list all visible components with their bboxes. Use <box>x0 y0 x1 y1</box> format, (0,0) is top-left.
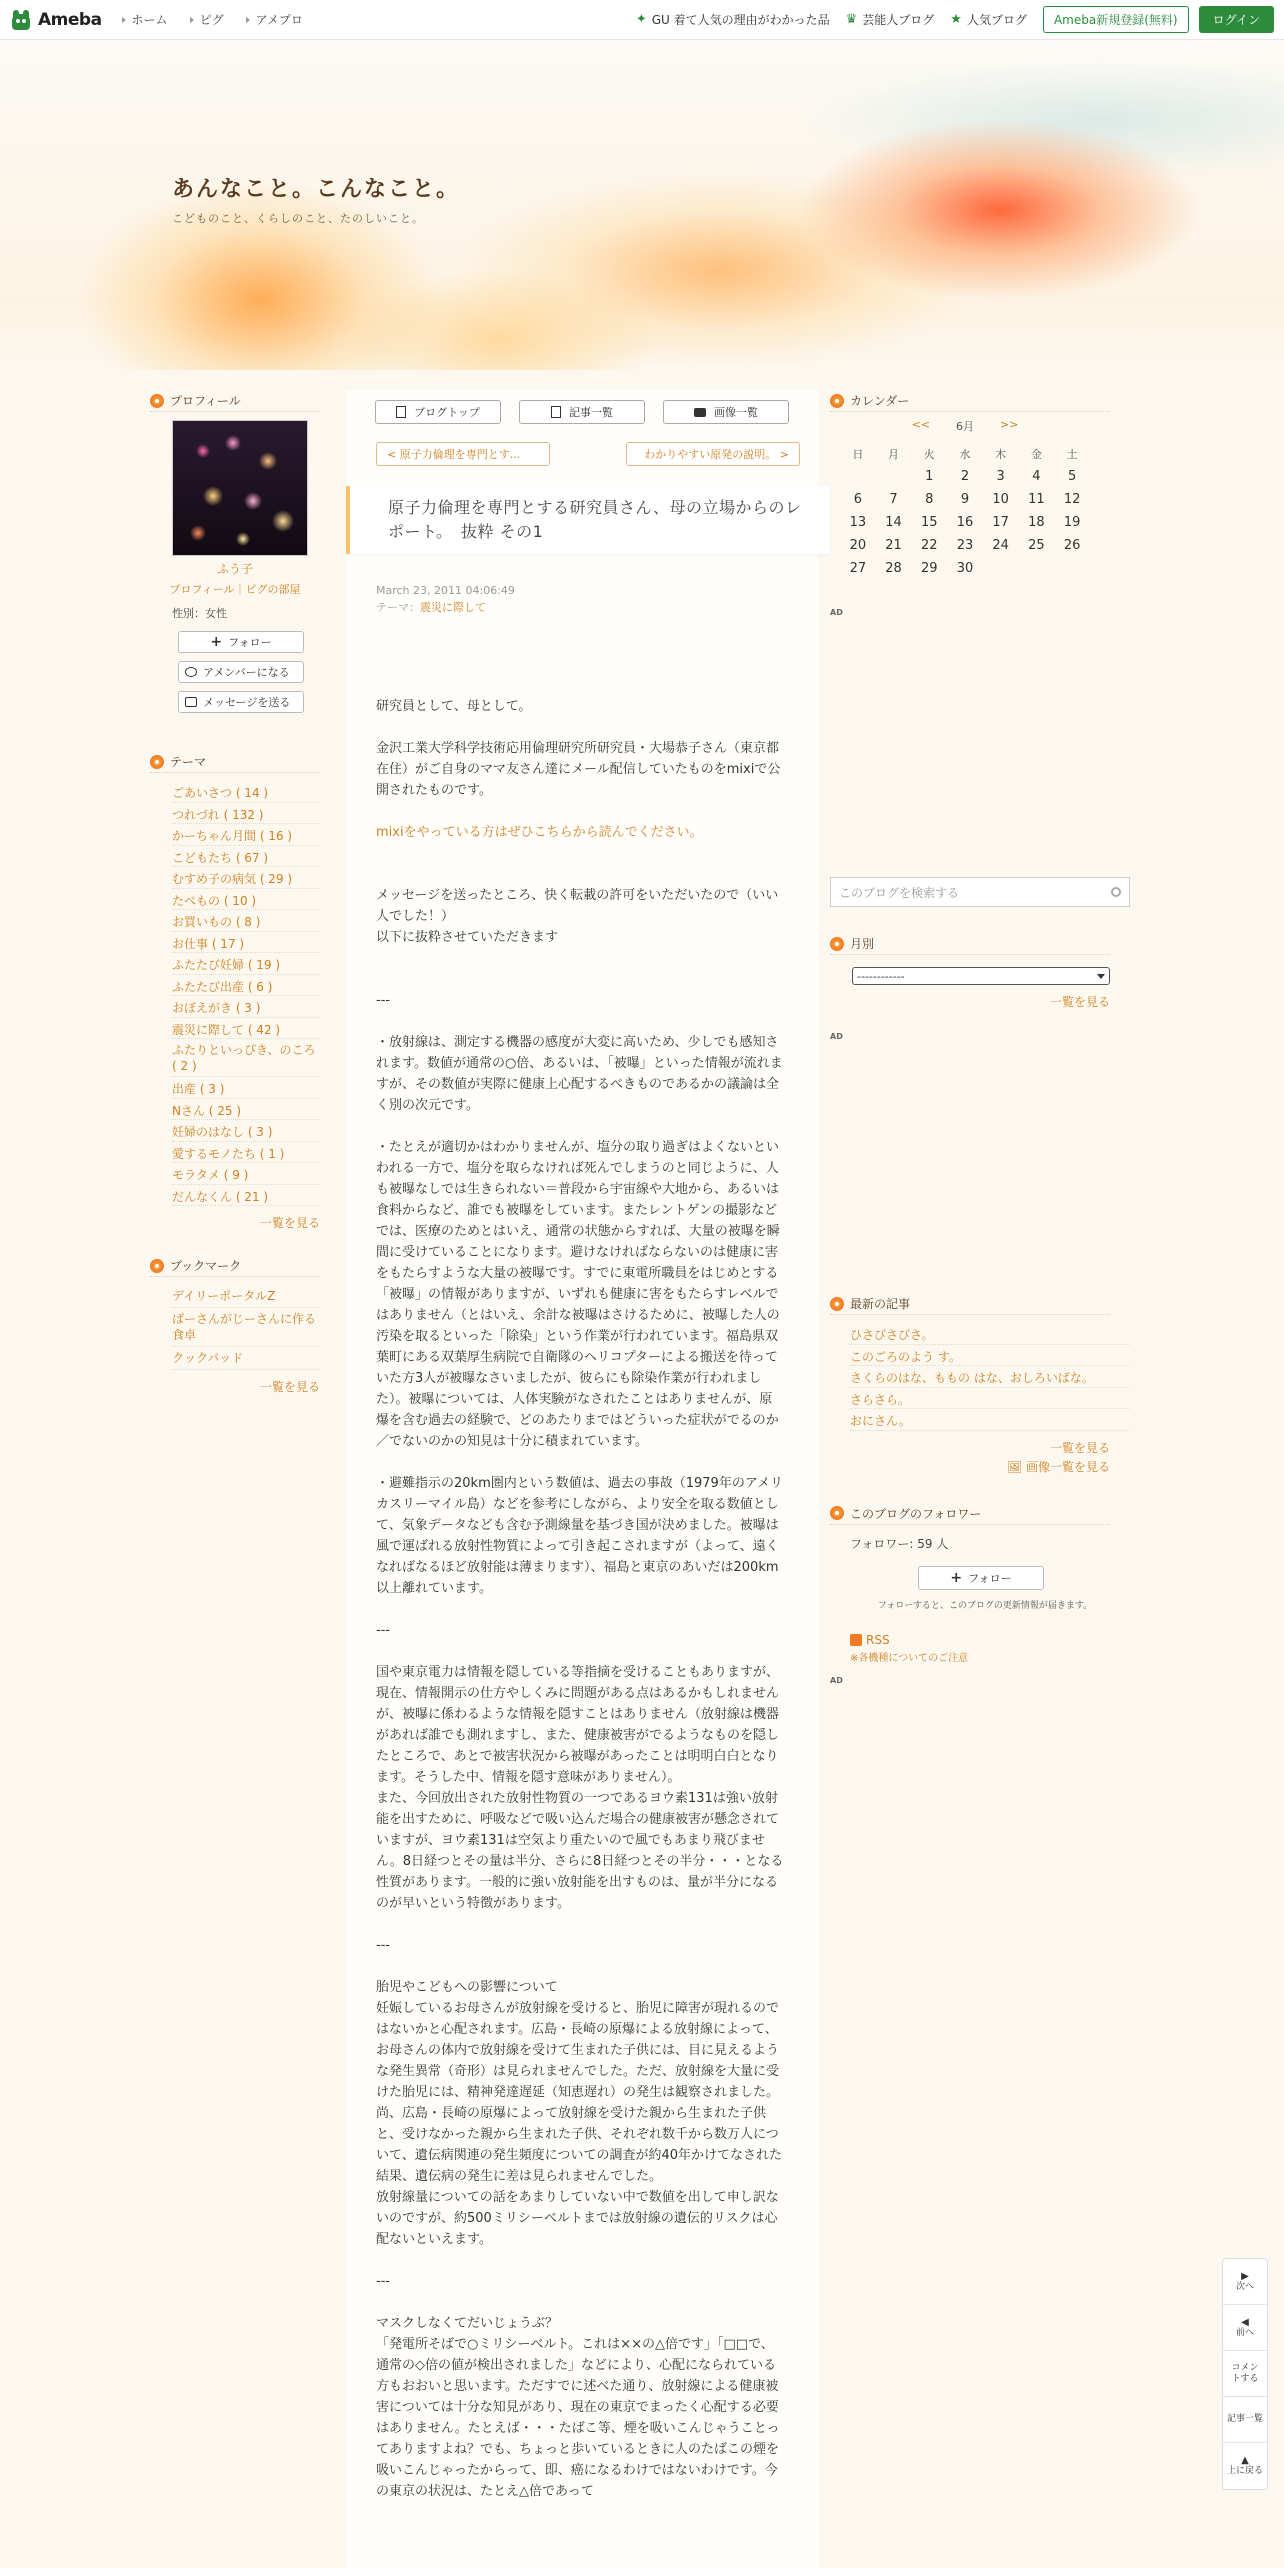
plus-icon: + <box>950 1569 963 1586</box>
recent-item[interactable]: さらさら。 <box>850 1388 1130 1410</box>
calendar-day: 5 <box>1067 469 1077 484</box>
calendar-day: 29 <box>920 561 938 576</box>
calendar-heading-label: カレンダー <box>850 394 910 408</box>
arrow-right-icon <box>246 17 250 23</box>
theme-list <box>172 781 320 1206</box>
rss-link[interactable] <box>850 1633 1130 1647</box>
calendar-day <box>1054 557 1090 580</box>
calendar-day: 8 <box>925 492 934 507</box>
nav-pigg[interactable] <box>190 11 224 28</box>
blog-description: こどものこと、くらしのこと、たのしいこと。 <box>172 212 424 225</box>
calendar-day: 20 <box>849 538 867 553</box>
bookmark-item[interactable]: クックパッド <box>172 1347 320 1370</box>
profile-gender: 性別：女性 <box>172 607 227 620</box>
nav-home[interactable] <box>122 11 168 28</box>
flower-icon <box>150 755 164 769</box>
calendar-day: 11 <box>1028 492 1045 507</box>
follow-note: フォローすると、このブログの更新情報が届きます。 <box>877 1600 1093 1611</box>
entry-separator: --- <box>376 993 391 1008</box>
calendar-day: 14 <box>885 515 902 530</box>
link-popular-blogs[interactable] <box>950 11 1027 28</box>
recent-heading <box>830 1293 1110 1315</box>
entry-paragraph: ・たとえが適切かはわかりませんが、塩分の取り過ぎはよくないといわれる一方で、塩分を取らなければ死んでしまうのと同じように、人も被曝なしでは生きられない＝普段から宇宙線や大地から、あるいは食料からなど、誰でも被曝をしています。またレントゲンの撮影などでは、医療のためとはいえ、通常の状態からすれば、大量の被曝を瞬間に受けていることになります。避けなければならないのは健康に害をもたらすような大量の被曝です。すでに東電所職員をはじめとする「被曝」の情報がありますが、いずれも健康に害をもたらすレベルではありません（とはいえ、余計な被曝はさけるために、被曝した人の汚染を取るといった「除染」という作業が行われています。福島県双葉町にある双葉厚生病院で自衛隊のヘリコプターによる搬送を待っていた方3人が被曝なさいましたが、彼らにも除染作業が行われました）。被曝については、人体実験がなされたことはありませんが、原爆を含む過去の経験で、どのあたりまではどういった症状がでるのか／でないのかの知見は十分に積まれています。 <box>376 1140 780 1449</box>
calendar-day: 1 <box>925 469 934 484</box>
follow-button[interactable] <box>178 631 304 653</box>
left-sidebar <box>150 390 320 1395</box>
link-gu[interactable] <box>636 11 830 28</box>
calendar-grid <box>840 442 1090 580</box>
triangle-left-icon: ◀ <box>1241 2316 1249 2328</box>
float-list-button[interactable] <box>1223 2397 1267 2443</box>
calendar-day: 23 <box>956 538 974 553</box>
crown-icon: ♛ <box>845 12 858 27</box>
envelope-icon <box>185 697 197 707</box>
search-icon[interactable] <box>1111 887 1121 897</box>
message-button[interactable] <box>178 691 304 713</box>
camera-icon <box>694 408 706 417</box>
followers-heading-label: このブログのフォロワー <box>850 1506 982 1521</box>
profile-heading-label: プロフィール <box>170 394 241 408</box>
recent-item[interactable]: このごろのよう す。 <box>850 1345 1130 1367</box>
theme-heading-label: テーマ <box>170 755 207 769</box>
flower-icon <box>830 1506 844 1520</box>
entry-pager <box>376 442 800 466</box>
bookmark-item[interactable]: ばーさんがじーさんに作る食卓 <box>172 1308 320 1347</box>
followers-heading <box>830 1503 1110 1525</box>
entry-title-box <box>346 486 830 554</box>
float-next-label: 次へ <box>1235 2281 1254 2292</box>
floating-nav <box>1222 2258 1268 2490</box>
calendar-dow: 金 <box>1030 447 1042 461</box>
bookmark-more-link[interactable]: 一覧を見る <box>259 1380 320 1394</box>
float-comment-button[interactable] <box>1223 2351 1267 2397</box>
entry-separator: --- <box>376 1938 391 1953</box>
calendar-day: 17 <box>992 515 1009 530</box>
calendar-heading <box>830 390 1110 412</box>
flower-icon <box>150 394 164 408</box>
nav-home-label: ホーム <box>131 13 168 27</box>
image-list-icon: 🖼 <box>1006 1459 1023 1474</box>
recent-more-link[interactable]: 一覧を見る <box>1049 1440 1110 1455</box>
entry-paragraph: 研究員として、母として。 <box>376 699 532 714</box>
image-list-button[interactable] <box>663 400 789 424</box>
calendar-month: 6月 <box>956 420 974 433</box>
entry-theme-link[interactable]: 震災に際して <box>420 601 486 614</box>
theme-item[interactable]: むすめ子の病気 ( 29 ) <box>172 867 320 889</box>
entry-separator: --- <box>376 2274 391 2289</box>
calendar-day: 21 <box>885 538 902 553</box>
link-celebrity-label: 芸能人ブログ <box>862 13 935 27</box>
calendar-day: 2 <box>960 469 970 484</box>
theme-item[interactable]: こどもたち ( 67 ) <box>172 846 320 868</box>
calendar-day: 24 <box>992 538 1009 553</box>
recent-item[interactable]: ひさびさびさ。 <box>850 1323 1130 1345</box>
ameba-logo-text: Ameba <box>38 9 102 30</box>
article-list-label: 記事一覧 <box>569 406 613 419</box>
profile-heading <box>150 390 320 412</box>
calendar-day: 19 <box>1063 515 1081 530</box>
theme-item[interactable]: たべもの ( 10 ) <box>172 889 320 911</box>
entry-meta <box>376 582 818 616</box>
arrow-right-icon <box>190 17 194 23</box>
right-sidebar <box>830 390 1130 1685</box>
nav-amepro-label: アメプロ <box>255 13 303 27</box>
calendar-day: 4 <box>1032 469 1041 484</box>
entry-paragraph: 金沢工業大学科学技術応用倫理研究所研究員・大場恭子さん（東京都在住）がご自身のママ友さん達にメール配信していたものをmixiで公開されたものです。 <box>376 741 781 798</box>
ad-label: AD <box>830 1675 843 1685</box>
theme-item[interactable]: モラタメ ( 9 ) <box>172 1163 320 1185</box>
calendar-dow: 火 <box>923 447 935 461</box>
calendar-day: 26 <box>1063 538 1081 553</box>
theme-item[interactable]: かーちゃん月間 ( 16 ) <box>172 824 320 846</box>
rss-label: RSS <box>866 1632 890 1647</box>
theme-item[interactable]: 愛するモノたち ( 1 ) <box>172 1142 320 1164</box>
calendar-dow: 木 <box>995 447 1007 461</box>
ad-label: AD <box>830 1032 843 1041</box>
calendar-header <box>840 418 1090 434</box>
entry-date: March 23, 2011 04:06:49 <box>376 584 515 597</box>
triangle-up-icon: ▲ <box>1241 2455 1249 2466</box>
monthly-select[interactable] <box>852 967 1110 985</box>
calendar <box>840 418 1090 580</box>
follow-button-label: フォロー <box>228 636 272 649</box>
follower-count: フォロワー: 59 人 <box>850 1536 949 1551</box>
follow-blog-label: フォロー <box>968 1571 1012 1585</box>
recent-list <box>850 1323 1130 1431</box>
star-icon: ★ <box>950 12 962 27</box>
theme-item[interactable]: 妊婦のはなし ( 3 ) <box>172 1120 320 1142</box>
entry-separator: --- <box>376 1623 391 1638</box>
entry-title[interactable]: 原子力倫理を専門とする研究員さん、母の立場からのレポート。 抜粋 その1 <box>388 498 802 541</box>
calendar-day <box>840 465 876 488</box>
entry-paragraph: ・避難指示の20km圏内という数値は、過去の事故（1979年のアメリカスリーマイル島）などを参考にしながら、より安全を取る数値として、気象データなども含む予測線量を基づき国が決めました。被曝は風で運ばれる放射性物質によって引き起こされますが（よって、遠くなればなるほど放射能は薄まります）、福島と東京のあいだは200km以上離れています。 <box>376 1476 784 1596</box>
mixi-link[interactable]: mixiをやっている方はぜひこちらから読んでください。 <box>376 825 703 840</box>
message-button-label: メッセージを送る <box>203 696 291 709</box>
bookmark-heading <box>150 1255 320 1277</box>
entry-paragraph: メッセージを送ったところ、快く転載の許可をいただいたので（いい人でした！） 以下に抜粋させていただきます <box>376 888 779 945</box>
calendar-day: 12 <box>1063 492 1081 507</box>
ad-label: AD <box>830 608 843 617</box>
calendar-day <box>876 465 912 488</box>
arrow-right-icon <box>122 17 126 23</box>
entry-theme-label: テーマ： <box>376 601 420 614</box>
calendar-day <box>983 557 1019 580</box>
amember-button[interactable] <box>178 661 304 683</box>
calendar-dow: 土 <box>1066 447 1078 461</box>
calendar-dow: 水 <box>959 447 971 461</box>
calendar-day: 9 <box>960 492 970 507</box>
calendar-dow: 日 <box>852 447 864 461</box>
amember-icon <box>185 667 197 677</box>
image-list-more-label: 画像一覧を見る <box>1025 1459 1110 1474</box>
calendar-prev[interactable]: << <box>911 418 930 431</box>
theme-item[interactable]: おぼえがき ( 3 ) <box>172 996 320 1018</box>
rss-icon <box>850 1634 862 1646</box>
bookmark-item[interactable]: デイリーポータルZ <box>172 1285 320 1308</box>
plus-icon: + <box>210 634 223 650</box>
theme-heading <box>150 751 320 773</box>
entry-paragraph: 国や東京電力は情報を隠している等指摘を受けることもありますが、現在、情報開示の仕方やしくみに問題がある点はあるかもしれませんが、被曝に係わるような情報を隠すことはありません（放射線は機器があれば誰でも測れますし、また、健康被害がでるようなものを隠したところで、あとで被害状況から被曝があったことは明明白白となります。そうした中、情報を隠す意味がありません）。 また、今回放出された放射性物質の一つであるヨウ素131は強い放射能を出すために、呼吸などで吸い込んだ場合の健康被害が懸念されていますが、ヨウ素131は空気より重たいので風でもあまり飛びません。8日経つとその量は半分、さらに8日経つとその半分・・・となる性質があります。一般的に強い放射能を出すものは、量が半分になるのが早いという特徴があります。 <box>376 1665 784 1911</box>
theme-item[interactable]: ごあいさつ ( 14 ) <box>172 781 320 803</box>
main-content <box>346 390 818 2568</box>
calendar-next[interactable]: >> <box>1000 418 1019 431</box>
float-next-button[interactable] <box>1223 2259 1267 2305</box>
calendar-day: 25 <box>1028 538 1045 553</box>
float-top-label: 上に戻る <box>1226 2466 1263 2476</box>
theme-item[interactable]: ふたりといっぴき、のころ ( 2 ) <box>172 1039 320 1077</box>
blog-header <box>0 40 1284 370</box>
profile-name[interactable]: ふう子 <box>216 562 253 576</box>
blog-top-label: ブログトップ <box>414 406 480 419</box>
prev-entry-button[interactable]: < 原子力倫理を専門とす... <box>376 442 550 466</box>
calendar-day: 13 <box>849 515 867 530</box>
theme-item[interactable]: お仕事 ( 17 ) <box>172 932 320 954</box>
nav-pigg-label: ピグ <box>199 13 224 27</box>
entry-theme <box>376 599 818 616</box>
profile-photo[interactable] <box>172 420 308 556</box>
recent-item[interactable]: さくらのはな、ももの はな、おしろいばな。 <box>850 1366 1130 1388</box>
calendar-dow: 月 <box>888 447 900 461</box>
entry-paragraph: ・放射線は、測定する機器の感度が大変に高いため、少しでも感知されます。数値が通常の○倍、あるいは、「被曝」といった情報が流れますが、その数値が実際に健康上心配するべきものであるかの議論は全く別の次元です。 <box>376 1035 783 1113</box>
link-popular-label: 人気ブログ <box>966 13 1027 27</box>
calendar-day <box>1019 557 1055 580</box>
monthly-select-value: ------------ <box>857 969 905 983</box>
next-entry-button[interactable]: わかりやすい原発の説明。 > <box>626 442 800 466</box>
ameba-logo-icon <box>10 8 32 32</box>
star-icon: ✦ <box>635 12 647 27</box>
float-prev-button[interactable] <box>1223 2305 1267 2351</box>
calendar-day: 27 <box>849 561 867 576</box>
image-list-more-link[interactable] <box>830 1458 1110 1475</box>
chevron-down-icon <box>1097 974 1105 979</box>
header-links <box>636 6 1274 33</box>
login-button[interactable]: ログイン <box>1199 6 1274 33</box>
float-top-button[interactable] <box>1223 2443 1267 2489</box>
theme-item[interactable]: だんなくん ( 21 ) <box>172 1185 320 1207</box>
article-list-button[interactable] <box>519 400 645 424</box>
recent-item[interactable]: おにさん。 <box>850 1409 1130 1431</box>
calendar-day: 10 <box>992 492 1009 507</box>
flower-icon <box>150 1259 164 1273</box>
rss-note-link[interactable]: ※各機種についてのご注意 <box>850 1652 969 1664</box>
link-gu-label: GU 着て人気の理由がわかった品 <box>651 13 830 27</box>
calendar-day: 3 <box>996 469 1005 484</box>
entry-paragraph: マスクしなくてだいじょうぶ？ 「発電所そばで○ミリシーベルト。これは××の△倍です」「□□で、通常の◇倍の値が検出されました」などにより、心配になられている方もおおいと思います。ただすでに述べた通り、放射線による健康被害については十分な知見があり、現在の東京でまったく心配する必要はありません。たとえば・・・たばこ等、煙を吸いこんじゃうことってありますよね？でも、ちょっと歩いているときに人のたばこの煙を吸いこんじゃったからって、即、癌になるわけではないわけです。今の東京の状況は、たとえ△倍であって <box>376 2316 780 2499</box>
entry-paragraph: 胎児やこどもへの影響について 妊娠しているお母さんが放射線を受けると、胎児に障害が現れるのではないかと心配されます。広島・長崎の原爆による放射線によって、お母さんの体内で放射線を受けて生まれた子供には、目に見えるような発生異常（奇形）は見られませんでした。ただ、放射線を大量に受けた胎児には、精神発達遅延（知恵遅れ）の発生は観察されました。 尚、広島・長崎の原爆によって放射線を受けた親から生まれた子供と、受けなかった親から生まれた子供、それぞれ数千から数万人について、遺伝病関連の発生頻度についての調査が約40年かけてなされた結果、遺伝病の発生に差は見られませんでした。 放射線量についての話をあまりしていない中で数値を出して申し訳ないのですが、約500ミリシーベルトまでは放射線の遺伝的リスクは心配ないといえます。 <box>376 1980 783 2247</box>
blog-top-button[interactable] <box>375 400 501 424</box>
blog-title[interactable]: あんなこと。こんなこと。 <box>172 177 461 202</box>
blog-search-input[interactable] <box>830 877 1130 907</box>
theme-item[interactable]: つれづれ ( 132 ) <box>172 803 320 825</box>
bookmark-heading-label: ブックマーク <box>170 1259 242 1273</box>
follow-blog-button[interactable] <box>918 1566 1044 1590</box>
entry-body <box>376 616 784 2502</box>
nav-amepro[interactable] <box>246 11 303 28</box>
register-button[interactable]: Ameba新規登録(無料) <box>1043 6 1189 33</box>
flower-icon <box>830 1297 844 1311</box>
theme-item[interactable]: ふたたび妊婦 ( 19 ) <box>172 953 320 975</box>
calendar-day: 16 <box>956 515 974 530</box>
blog-nav <box>346 390 818 424</box>
theme-more-link[interactable]: 一覧を見る <box>259 1216 320 1230</box>
calendar-day: 30 <box>956 561 974 576</box>
calendar-day: 7 <box>889 492 898 507</box>
profile-links[interactable]: プロフィール｜ピグの部屋 <box>169 583 301 596</box>
calendar-day: 15 <box>920 515 938 530</box>
calendar-day: 28 <box>885 561 902 576</box>
link-celebrity-blogs[interactable] <box>846 11 935 28</box>
recent-heading-label: 最新の記事 <box>850 1297 911 1311</box>
theme-item[interactable]: Nさん ( 25 ) <box>172 1099 320 1121</box>
theme-item[interactable]: 震災に際して ( 42 ) <box>172 1018 320 1040</box>
ameba-logo[interactable] <box>10 8 102 32</box>
monthly-more-link[interactable]: 一覧を見る <box>1049 995 1110 1009</box>
theme-item[interactable]: お買いもの ( 8 ) <box>172 910 320 932</box>
global-nav <box>122 11 303 28</box>
documents-icon <box>551 406 561 418</box>
image-list-label: 画像一覧 <box>714 406 758 419</box>
float-list-label: 記事一覧 <box>1226 2414 1263 2424</box>
bookmark-list <box>172 1285 320 1370</box>
amember-button-label: アメンバーになる <box>203 666 290 679</box>
theme-item[interactable]: 出産 ( 3 ) <box>172 1077 320 1099</box>
monthly-heading <box>830 933 1110 955</box>
calendar-day: 18 <box>1028 515 1045 530</box>
float-prev-label: 前へ <box>1235 2327 1254 2338</box>
search-placeholder: このブログを検索する <box>839 885 960 900</box>
flower-icon <box>830 937 844 951</box>
float-comment-label: コメントする <box>1231 2362 1259 2384</box>
document-icon <box>396 406 406 418</box>
calendar-day: 22 <box>920 538 938 553</box>
monthly-heading-label: 月別 <box>850 937 875 951</box>
global-header <box>0 0 1284 40</box>
calendar-day: 6 <box>853 492 862 507</box>
triangle-right-icon: ▶ <box>1241 2270 1249 2282</box>
flower-icon <box>830 394 844 408</box>
theme-item[interactable]: ふたたび出産 ( 6 ) <box>172 975 320 997</box>
